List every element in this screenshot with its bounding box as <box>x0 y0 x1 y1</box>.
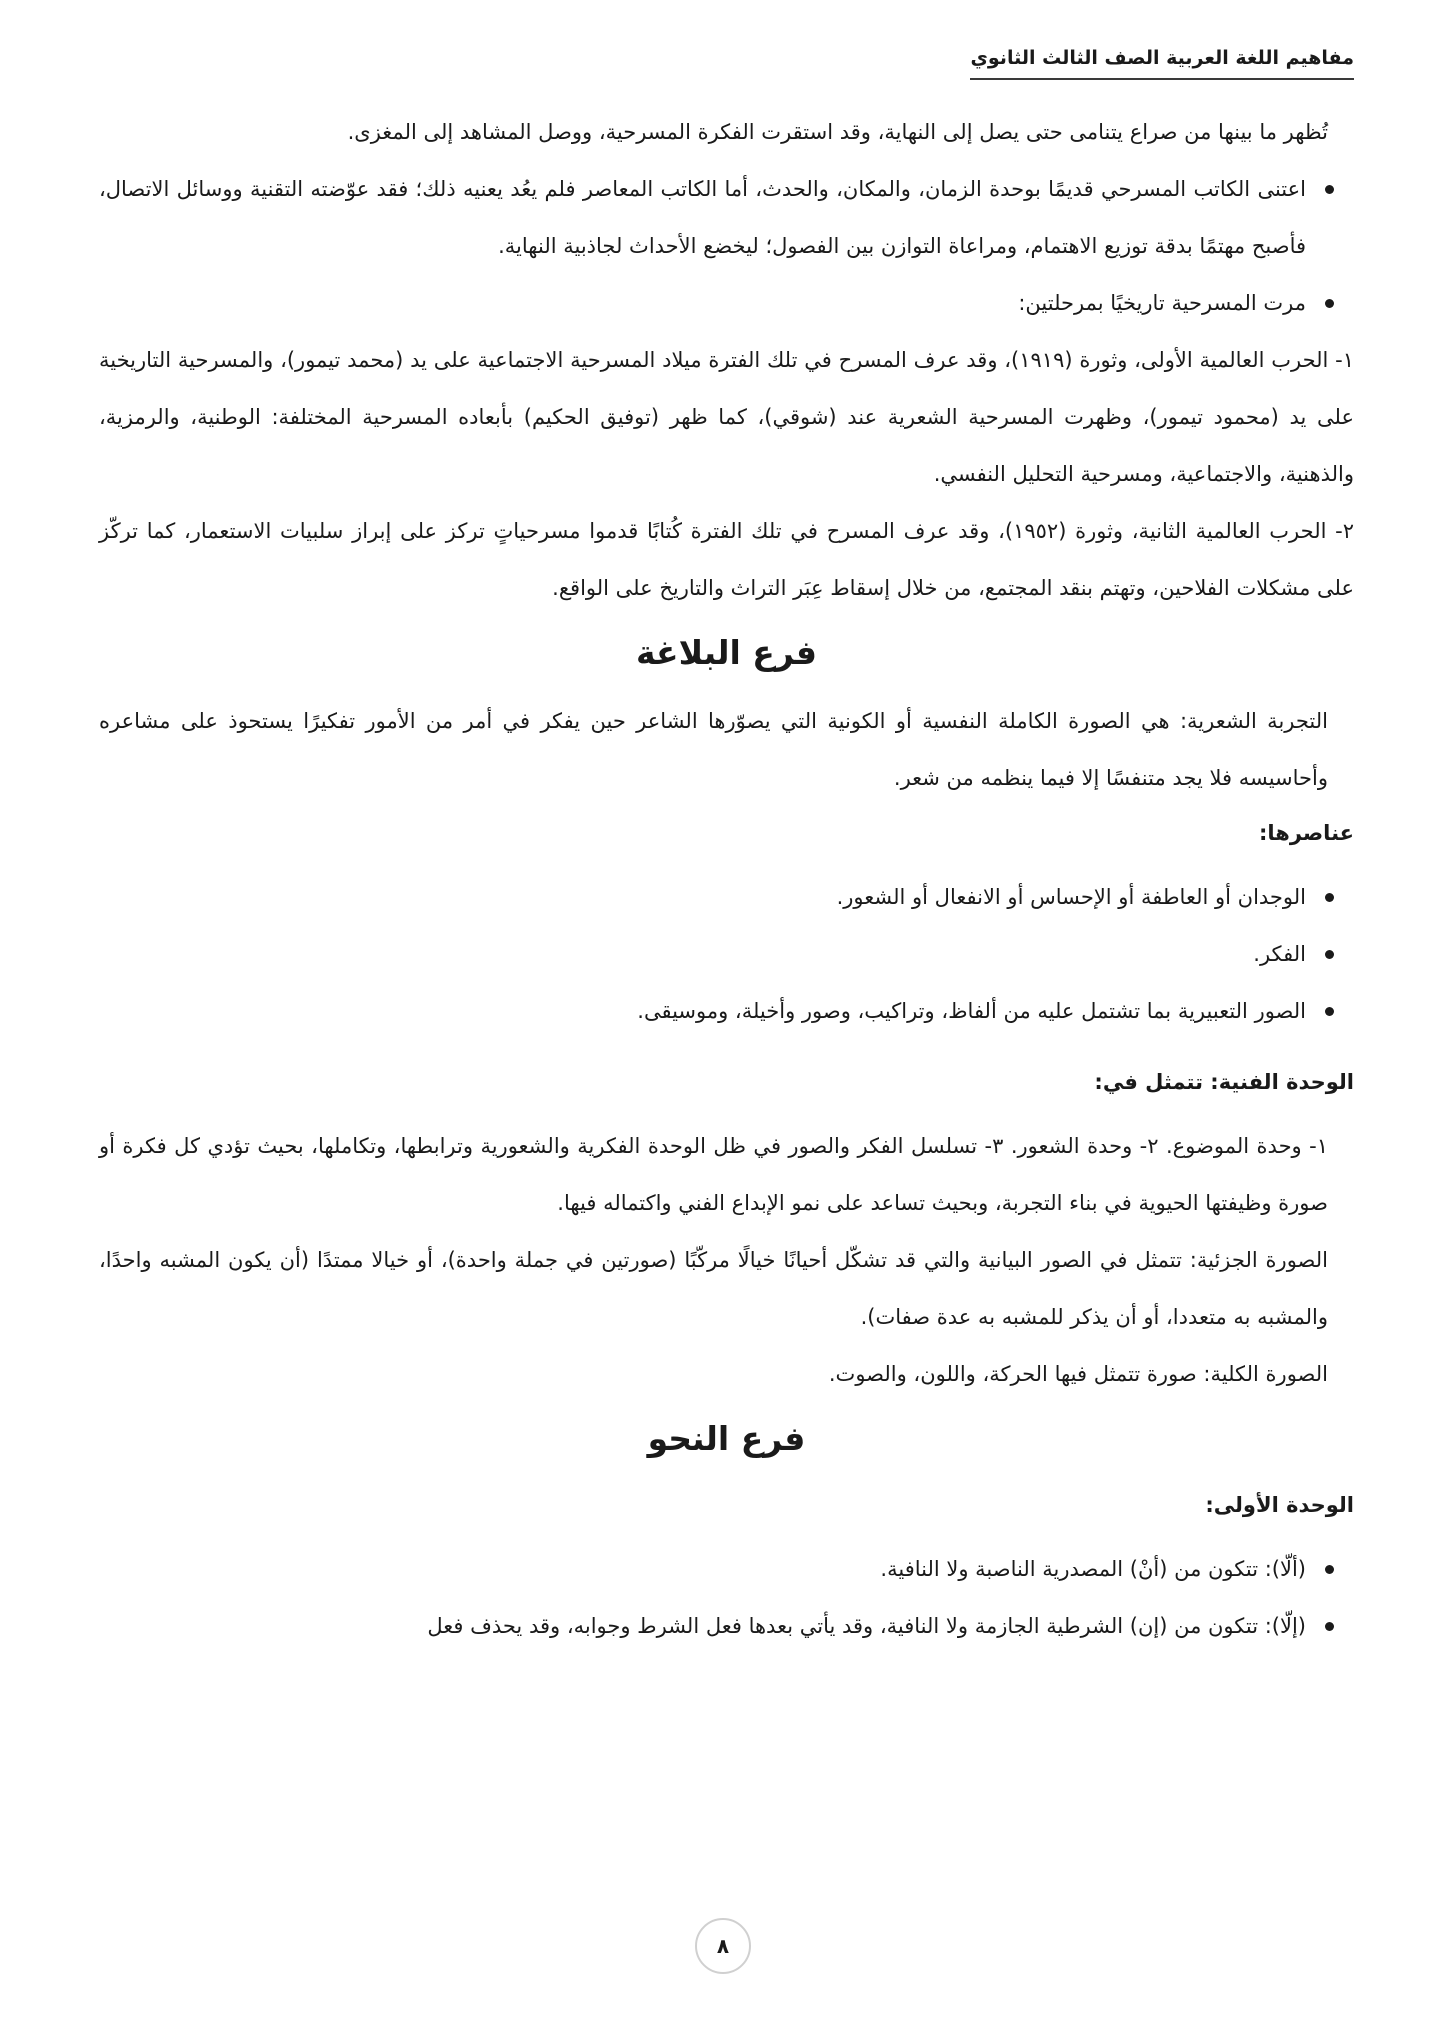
stage-item-1: ١- الحرب العالمية الأولى، وثورة (١٩١٩)، وقد عرف المسرح في تلك الفترة ميلاد المسرحية الاجتماعية على يد (محمد تيمور)، والمسرحية التاريخية على يد (محمود تيمور)، وظهرت المسرحية الشعرية عند (شوقي)، كما ظهر (توفيق الحكيم) بأبعاده المسرحية المختلفة: الوطنية، والرمزية، والذهنية، والاجتماعية، ومسرحية التحليل النفسي. <box>99 348 1354 486</box>
bullet-text: اعتنى الكاتب المسرحي قديمًا بوحدة الزمان، والمكان، والحدث، أما الكاتب المعاصر فلم يعُد يعنيه ذلك؛ فقد عوّضته التقنية ووسائل الاتصال، فأصبح مهتمًا بدقة توزيع الاهتمام، ومراعاة التوازن بين الفصول؛ ليخضع الأحداث لجاذبية النهاية. <box>99 177 1306 258</box>
rhetoric-section-title: فرع البلاغة <box>636 633 817 672</box>
elements-heading: عناصرها: <box>1258 821 1354 845</box>
element-item <box>99 983 1354 1040</box>
bullet-icon <box>1325 950 1334 959</box>
total-image-paragraph: الصورة الكلية: صورة تتمثل فيها الحركة، واللون، والصوت. <box>828 1362 1328 1386</box>
bullet-icon <box>1325 185 1334 194</box>
element-item <box>99 926 1354 983</box>
artistic-unity-paragraph: ١- وحدة الموضوع. ٢- وحدة الشعور. ٣- تسلسل الفكر والصور في ظل الوحدة الفكرية والشعورية وترابطها، وتكاملها، بحيث تؤدي كل فكرة أو صورة وظيفتها الحيوية في بناء التجربة، وبحيث تساعد على نمو الإبداع الفني واكتماله فيها. <box>99 1134 1329 1215</box>
theater-stages-list <box>99 332 1354 617</box>
bullet-text: مرت المسرحية تاريخيًا بمرحلتين: <box>1018 291 1306 315</box>
header-rule <box>970 78 1354 80</box>
bullet-icon <box>1325 893 1334 902</box>
intro-continuation-paragraph: تُظهر ما بينها من صراع يتنامى حتى يصل إلى النهاية، وقد استقرت الفكرة المسرحية، ووصل المشاهد إلى المغزى. <box>347 120 1328 144</box>
bullet-item <box>99 161 1354 275</box>
stage-item-2: ٢- الحرب العالمية الثانية، وثورة (١٩٥٢)، وقد عرف المسرح في تلك الفترة كُتابًا قدموا مسرحياتٍ تركز على إبراز سلبيات الاستعمار، كما تركّز على مشكلات الفلاحين، وتهتم بنقد المجتمع، من خلال إسقاط عِبَر التراث والتاريخ على الواقع. <box>99 519 1355 600</box>
bullet-icon <box>1325 299 1334 308</box>
grammar-item <box>99 1598 1354 1655</box>
book-title: مفاهيم اللغة العربية الصف الثالث الثانوي <box>970 47 1354 69</box>
element-item <box>99 869 1354 926</box>
theater-bullet-list <box>99 161 1354 332</box>
bullet-icon <box>1325 1007 1334 1016</box>
grammar-text: (ألّا): تتكون من (أنْ) المصدرية الناصبة ولا النافية. <box>880 1557 1306 1581</box>
element-text: الوجدان أو العاطفة أو الإحساس أو الانفعال أو الشعور. <box>836 885 1306 909</box>
element-text: الفكر. <box>1253 942 1306 966</box>
bullet-item <box>99 275 1354 332</box>
grammar-item <box>99 1541 1354 1598</box>
page-header <box>970 42 1354 80</box>
grammar-text: (إلّا): تتكون من (إن) الشرطية الجازمة ولا النافية، وقد يأتي بعدها فعل الشرط وجوابه، وقد يحذف فعل <box>427 1614 1306 1638</box>
partial-image-paragraph: الصورة الجزئية: تتمثل في الصور البيانية والتي قد تشكّل أحيانًا خيالًا مركّبًا (صورتين في جملة واحدة)، أو خيالا ممتدًا (أن يكون المشبه واحدًا، والمشبه به متعددا، أو أن يذكر للمشبه به عدة صفات). <box>99 1248 1328 1329</box>
grammar-section-title: فرع النحو <box>647 1419 806 1458</box>
page-content <box>99 104 1354 1655</box>
poetic-experience-definition: التجربة الشعرية: هي الصورة الكاملة النفسية أو الكونية التي يصوّرها الشاعر حين يفكر في أمر من الأمور تفكيرًا يستحوذ على مشاعره وأحاسيسه فلا يجد متنفسًا إلا فيما ينظمه من شعر. <box>99 709 1328 790</box>
bullet-icon <box>1325 1622 1334 1631</box>
first-unit-heading: الوحدة الأولى: <box>1205 1493 1354 1517</box>
page-number: ٨ <box>716 1934 730 1958</box>
bullet-icon <box>1325 1565 1334 1574</box>
elements-list <box>99 869 1354 1040</box>
grammar-list <box>99 1541 1354 1655</box>
page-number-badge <box>695 1918 751 1974</box>
element-text: الصور التعبيرية بما تشتمل عليه من ألفاظ، وتراكيب، وصور وأخيلة، وموسيقى. <box>637 999 1306 1023</box>
artistic-unity-heading: الوحدة الفنية: تتمثل في: <box>1094 1070 1354 1094</box>
